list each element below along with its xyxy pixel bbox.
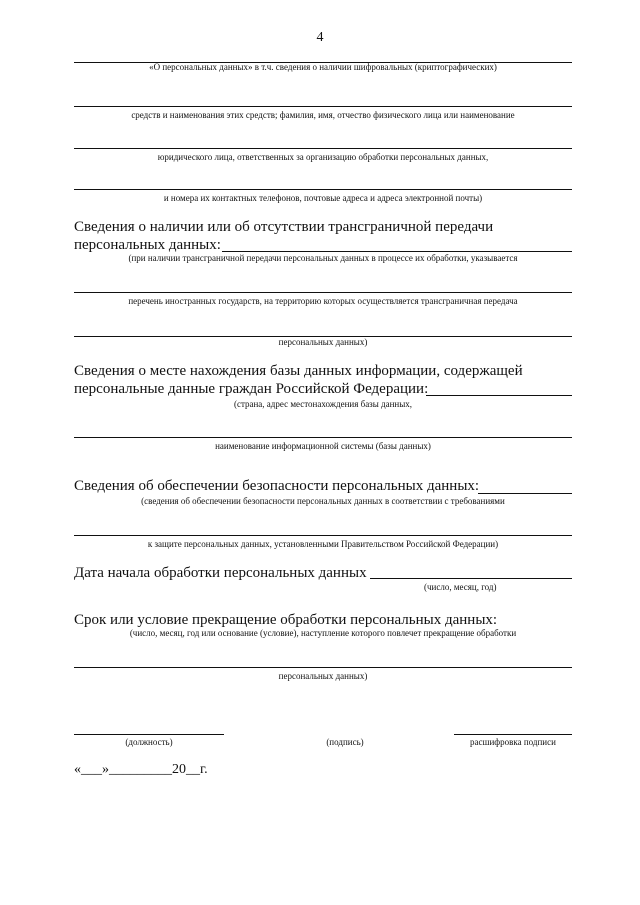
signature-date: «___»_________20__г. bbox=[74, 762, 208, 777]
position-line bbox=[74, 734, 224, 735]
note-text: (сведения об обеспечении безопасности персональных данных в соответствии с требованиями bbox=[141, 496, 505, 506]
note-text: персональных данных) bbox=[278, 671, 368, 681]
note-text: (число, месяц, год) bbox=[424, 582, 497, 592]
note-text: юридического лица, ответственных за организацию обработки персональных данных, bbox=[157, 152, 489, 162]
note-text: к защите персональных данных, установленными Правительством Российской Федерации) bbox=[147, 539, 499, 549]
note-text: персональных данных) bbox=[278, 337, 368, 347]
note-text: (страна, адрес местонахождения базы данных, bbox=[233, 399, 413, 409]
fill-line bbox=[426, 395, 572, 396]
decode-line bbox=[454, 734, 572, 735]
note-text: наименование информационной системы (базы данных) bbox=[215, 441, 431, 451]
section-heading: Сведения об обеспечении безопасности персональных данных: bbox=[74, 478, 480, 494]
section-heading: Срок или условие прекращение обработки персональных данных: bbox=[74, 612, 498, 628]
fill-line bbox=[478, 493, 572, 494]
fill-line bbox=[74, 667, 572, 668]
fill-line bbox=[222, 251, 572, 252]
fill-line bbox=[74, 437, 572, 438]
decode-caption: расшифровка подписи bbox=[470, 737, 556, 747]
fill-line bbox=[74, 292, 572, 293]
fill-line bbox=[74, 535, 572, 536]
section-heading: Сведения о наличии или об отсутствии трансграничной передачи bbox=[74, 219, 494, 235]
section-heading: Сведения о месте нахождения базы данных информации, содержащей bbox=[74, 363, 523, 379]
note-text: «О персональных данных» в т.ч. сведения о наличии шифровальных (криптографических) bbox=[149, 62, 497, 72]
page-number: 4 bbox=[316, 30, 324, 45]
note-text: перечень иностранных государств, на территорию которых осуществляется трансграничная передача bbox=[128, 296, 518, 306]
fill-line bbox=[74, 148, 572, 149]
note-text: (число, месяц, год или основание (условие), наступление которого повлечет прекращение обработки bbox=[129, 628, 517, 638]
position-caption: (должность) bbox=[125, 737, 173, 747]
signature-caption: (подпись) bbox=[326, 737, 364, 747]
fill-line bbox=[74, 106, 572, 107]
note-text: (при наличии трансграничной передачи персональных данных в процессе их обработки, указывается bbox=[128, 253, 518, 263]
note-text: средств и наименования этих средств; фамилия, имя, отчество физического лица или наименование bbox=[131, 110, 515, 120]
fill-line bbox=[370, 578, 572, 579]
start-date-label: Дата начала обработки персональных данных bbox=[74, 565, 367, 581]
note-text: и номера их контактных телефонов, почтовые адреса и адреса электронной почты) bbox=[163, 193, 483, 203]
section-heading: персональных данных: bbox=[74, 237, 221, 253]
fill-line bbox=[74, 189, 572, 190]
section-heading: персональные данные граждан Российской Федерации: bbox=[74, 381, 429, 397]
